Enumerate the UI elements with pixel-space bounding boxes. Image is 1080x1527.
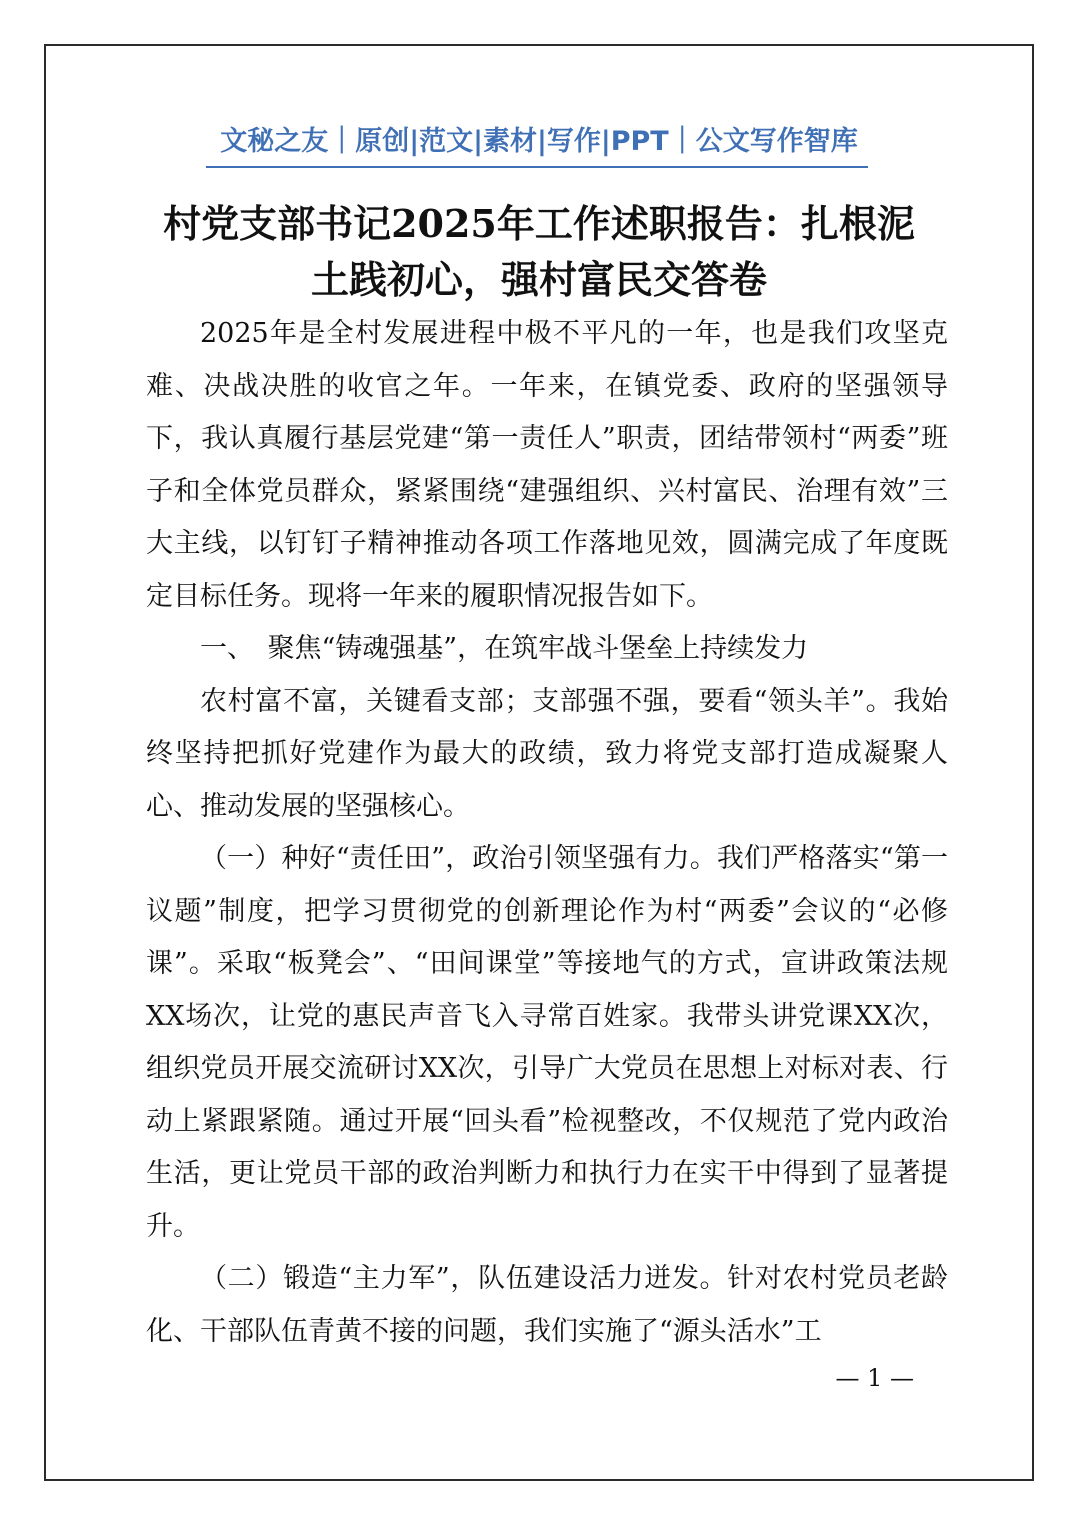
paragraph-intro: 2025年是全村发展进程中极不平凡的一年，也是我们攻坚克难、决战决胜的收官之年。一年来，在镇党委、政府的坚强领导下，我认真履行基层党建“第一责任人”职责，团结带领村“两委”班子和全体党员群众，紧紧围绕“建强组织、兴村富民、治理有效”三大主线，以钉钉子精神推动各项工作落地见效，圆满完成了年度既定目标任务。现将一年来的履职情况报告如下。 — [146, 318, 948, 612]
page-number: — 1 — — [835, 1364, 914, 1392]
document-page — [44, 44, 1034, 1481]
document-title — [106, 196, 972, 308]
title-line-1: 村党支部书记2025年工作述职报告：扎根泥 — [163, 201, 915, 246]
paragraph-subsection-2: （二）锻造“主力军”，队伍建设活力迸发。针对农村党员老龄化、干部队伍青黄不接的问题，我们实施了“源头活水”工 — [146, 1263, 948, 1347]
section-heading-1: 一、 聚焦“铸魂强基”，在筑牢战斗堡垒上持续发力 — [200, 633, 809, 664]
site-header: 文秘之友｜原创|范文|素材|写作|PPT｜公文写作智库 — [220, 126, 858, 157]
header-underline — [206, 166, 868, 168]
document-body — [146, 308, 948, 1358]
title-line-2: 土践初心，强村富民交答卷 — [310, 257, 767, 302]
paragraph-section-intro: 农村富不富，关键看支部；支部强不强，要看“领头羊”。我始终坚持把抓好党建作为最大的政绩，致力将党支部打造成凝聚人心、推动发展的坚强核心。 — [146, 685, 948, 822]
paragraph-subsection-1: （一）种好“责任田”，政治引领坚强有力。我们严格落实“第一议题”制度，把学习贯彻党的创新理论作为村“两委”会议的“必修课”。采取“板凳会”、“田间课堂”等接地气的方式，宣讲政策法规XX场次，让党的惠民声音飞入寻常百姓家。我带头讲党课XX次，组织党员开展交流研讨XX次，引导广大党员在思想上对标对表、行动上紧跟紧随。通过开展“回头看”检视整改，不仅规范了党内政治生活，更让党员干部的政治判断力和执行力在实干中得到了显著提升。 — [146, 843, 948, 1242]
